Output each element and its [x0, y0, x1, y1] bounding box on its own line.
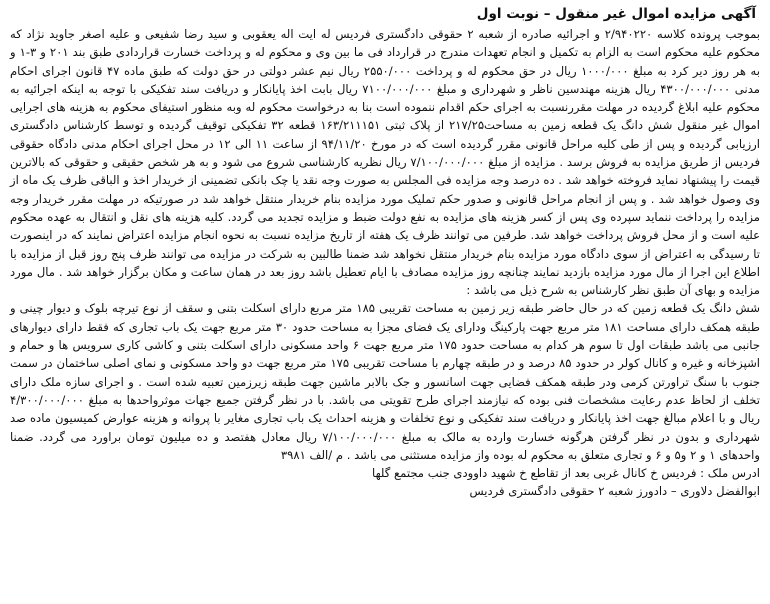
notice-paragraph-1: بموجب پرونده کلاسه ۲/۹۴۰۲۲۰ و اجرائیه صادره از شعبه ۲ حقوقی دادگستری فردیس له ایت اله یعقوبی و سید رضا شفیعی و علیه اصغر جاوید نژاد که محکوم علیه محکوم است به الزام به تکمیل و انجام تعهدات مندرج در قرارداد فی ما بین وی و محکوم له و پرداخت خسارت قراردادی طبق بند ۲۰۱ و ۳-۱ و به هر روز دیر کرد به مبلغ ۱۰۰۰/۰۰۰ ریال در حق محکوم له و پرداخت ۲۵۵۰/۰۰۰ ریال نیم عشر دولتی در حق دولت که طبق ماده ۴۷ قانون اجرای احکام مدنی ۴۳۰۰/۰۰۰/۰۰۰ ریال هزینه مهندسین ناظر و شهرداری و مبلغ ۷۱۰۰/۰۰۰/۰۰۰ ریال بابت اخذ پایانکار و دریافت سند تفکیکی با توجه به اینکه اجرائیه به محکوم علیه ابلاغ گردیده در مهلت مقررنسبت به اجرای حکم اقدام ننموده است بنا به درخواست محکوم له وبه منظور استیفای محکوم به هزینه های اجرایی اموال غیر منقول شش دانگ یک قطعه زمین به مساحت۲۱۷/۲۵ از پلاک ثبتی ۱۶۳/۲۱۱۱۵۱ قطعه ۳۲ تفکیکی توقیف گردیده و توسط کارشناس دادگستری ارزیابی گردیده و پس از طی کلیه مراحل قانونی مقرر گردیده است که در مورخ ۹۴/۱۱/۲۰ از ساعت ۱۱ الی ۱۲ در محل اجرای احکام مدنی دادگاه حقوقی فردیس از طریق مزایده به فروش برسد . مزایده از مبلغ ۷/۱۰۰/۰۰۰/۰۰۰ ریال نظریه کارشناسی شروع می شود و به هر شخص حقیقی و حقوقی که بالاترین قیمت را پیشنهاد نماید فروخته خواهد شد . ده درصد وجه مزایده فی المجلس به صورت وجه نقد یا چک بانکی تضمینی از خریدار اخذ و الباقی ظرف یک ماه از وی وصول خواهد شد . و پس از انجام مراحل قانونی و صدور حکم تملیک مورد مزایده بنام خریدار منتقل خواهد شد در صورتیکه در مهلت مقرر خریدار وجه مزایده را پرداخت ننماید سپرده وی پس از کسر هزینه های مزایده به نفع دولت ضبط و مزایده تجدید می گردد. کلیه هزینه های نقل و انتقال به عهده محکوم علیه است و از محل فروش پرداخت خواهد شد. طرفین می توانند ظرف یک هفته از تاریخ مزایده نسبت به نحوه انجام مزایده اعتراض نمایند که در اینصورت تا رسیدگی به اعتراض از سوی دادگاه مورد مزایده بنام خریدار منتقل نخواهد شد ضمنا طالبین به شرکت در مزایده می توانند ظرف پنج روز قبل از مزایده با اطلاع این اجرا از مال مورد مزایده بازدید نمایند چنانچه روز مزایده مصادف با ایام تعطیل باشد روز بعد در همان ساعت و مکان برگزار خواهد شد . مال مورد مزایده و بهای آن طبق نظر کارشناس به شرح ذیل می باشد : — [10, 27, 761, 298]
notice-paragraph-2: شش دانگ یک قطعه زمین که در حال حاضر طبقه زیر زمین به مساحت تقریبی ۱۸۵ متر مربع دارای اسکلت بتنی و سقف از نوع تیرچه بلوک و دیوار چینی و طبقه همکف دارای مساحت ۱۸۱ متر مربع جهت پارکینگ ودارای یک فضای مجزا به مساحت حدود ۳۰ متر مربع جهت یک باب تجاری که فقط دارای دیوارهای جانبی می باشد طبقات اول تا سوم هر کدام به مساحت حدود ۱۷۵ متر مربع جهت ۶ واحد مسکونی دارای اسکلت بتنی و کاشی کاری سرویس ها و حمام و اشپزخانه و غیره و کانال کولر در حدود ۸۵ درصد و در طبقه چهارم با مساحت تقریبی ۱۷۵ متر مربع جهت دو واحد مسکونی و نمای اصلی ساختمان در سمت جنوب با سنگ تراورتن کرمی ودر طبقه همکف فضایی جهت اسانسور و جک بالابر ماشین جهت طبقه زیرزمین تعبیه شده است . و اجرای سازه ملک دارای تخلف از لحاظ عدم رعایت مشخصات فنی بوده که نیازمند اجرای طرح تقویتی می باشد. با در نظر گرفتن جمیع جهات موثرواحدها به مبلغ ۴/۳۰۰/۰۰۰/۰۰۰ ریال و با اعلام مبالغ جهت اخذ پایانکار و دریافت سند تفکیکی و نوع تخلفات و هزینه احداث یک باب تجاری مغایر با پروانه و هزینه عوارض کمیسیون ماده صد شهرداری و بدون در نظر گرفتن هرگونه خسارت وارده به مالک به مبلغ ۷/۱۰۰/۰۰۰/۰۰۰ ریال معادل هفتصد و ده میلیون تومان براورد می گردد. ضمنا واحدهای ۱ و ۲ و۵ و ۶ و تجاری متعلق به محکوم له بوده واز مزایده مستثنی می باشد . م /الف ۳۹۸۱ — [10, 301, 761, 462]
signature-line: ابوالفضل دلاوری – دادورز شعبه ۲ حقوقی دادگستری فردیس — [469, 484, 760, 499]
notice-title: آگهی مزایده اموال غیر منقول – نوبت اول — [476, 6, 756, 22]
property-address: ادرس ملک : فردیس خ کانال غربی بعد از تقاطع خ شهید داوودی جنب مجتمع گلها — [372, 466, 760, 481]
